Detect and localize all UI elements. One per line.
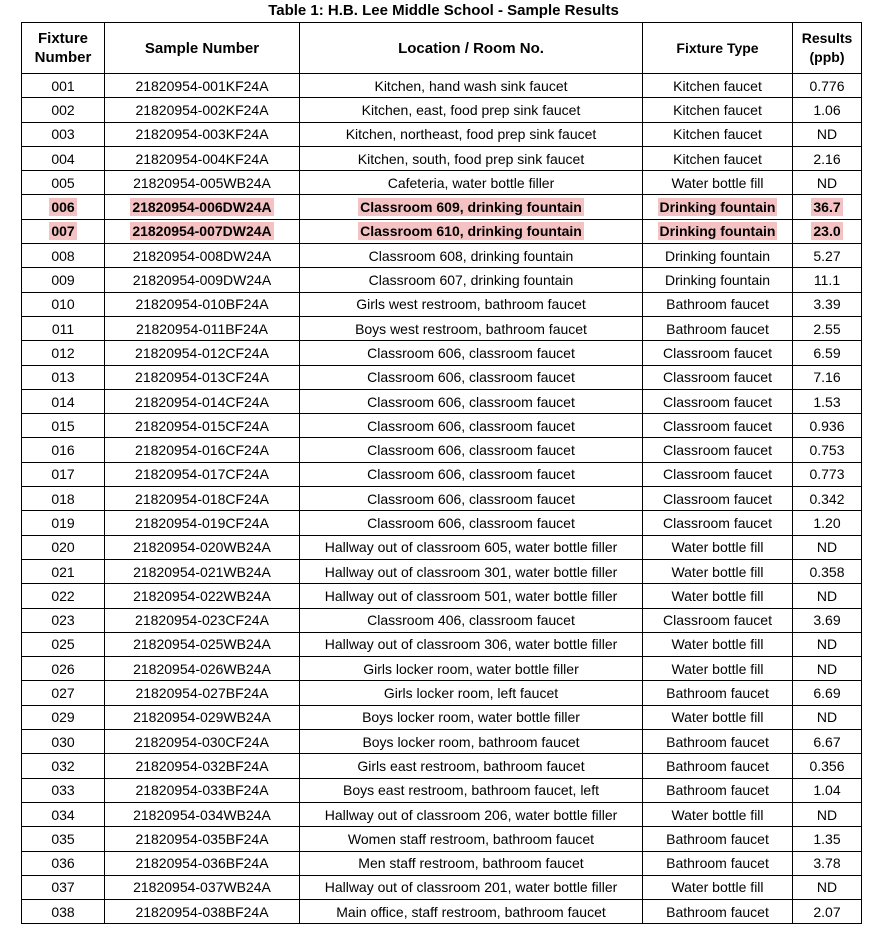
fixture-number-cell-text: 006 — [51, 199, 75, 216]
location-cell — [300, 219, 643, 243]
sample-number-cell: 21820954-034WB24A — [105, 802, 300, 826]
header-fixture-line1: Fixture — [37, 30, 88, 47]
location-cell: Classroom 606, classroom faucet — [300, 414, 643, 438]
location-cell: Kitchen, hand wash sink faucet — [300, 74, 643, 98]
fixture-number-cell: 030 — [22, 730, 105, 754]
header-sample-number: Sample Number — [105, 23, 300, 74]
result-cell — [793, 195, 862, 219]
results-table-body — [22, 74, 862, 924]
table-row — [22, 657, 862, 681]
location-cell: Women staff restroom, bathroom faucet — [300, 827, 643, 851]
sample-number-cell: 21820954-019CF24A — [105, 511, 300, 535]
location-cell: Main office, staff restroom, bathroom faucet — [300, 900, 643, 924]
table-row — [22, 778, 862, 802]
fixture-type-cell: Bathroom faucet — [643, 316, 793, 340]
fixture-number-cell: 020 — [22, 535, 105, 559]
result-cell — [793, 219, 862, 243]
table-row — [22, 705, 862, 729]
fixture-type-cell: Kitchen faucet — [643, 98, 793, 122]
table-row — [22, 341, 862, 365]
fixture-number-cell: 034 — [22, 802, 105, 826]
table-row — [22, 122, 862, 146]
fixture-number-cell: 036 — [22, 851, 105, 875]
sample-number-cell: 21820954-037WB24A — [105, 875, 300, 899]
header-location: Location / Room No. — [300, 23, 643, 74]
table-row — [22, 900, 862, 924]
location-cell: Girls locker room, left faucet — [300, 681, 643, 705]
location-cell: Hallway out of classroom 605, water bottle filler — [300, 535, 643, 559]
table-row — [22, 74, 862, 98]
fixture-type-cell: Water bottle fill — [643, 802, 793, 826]
table-row — [22, 365, 862, 389]
result-cell: 2.07 — [793, 900, 862, 924]
sample-number-cell: 21820954-014CF24A — [105, 389, 300, 413]
result-cell: ND — [793, 657, 862, 681]
sample-number-cell: 21820954-009DW24A — [105, 268, 300, 292]
sample-number-cell: 21820954-003KF24A — [105, 122, 300, 146]
fixture-type-cell: Water bottle fill — [643, 535, 793, 559]
fixture-type-cell: Classroom faucet — [643, 462, 793, 486]
header-fixture-number — [22, 23, 105, 74]
location-cell: Men staff restroom, bathroom faucet — [300, 851, 643, 875]
sample-number-cell: 21820954-035BF24A — [105, 827, 300, 851]
location-cell: Classroom 406, classroom faucet — [300, 608, 643, 632]
sample-number-cell: 21820954-018CF24A — [105, 487, 300, 511]
fixture-type-cell: Bathroom faucet — [643, 681, 793, 705]
fixture-type-cell: Bathroom faucet — [643, 292, 793, 316]
result-cell: 6.59 — [793, 341, 862, 365]
table-row — [22, 632, 862, 656]
table-row — [22, 171, 862, 195]
fixture-type-cell-text: Drinking fountain — [659, 199, 776, 216]
fixture-type-cell: Classroom faucet — [643, 608, 793, 632]
table-row — [22, 487, 862, 511]
location-cell: Classroom 608, drinking fountain — [300, 244, 643, 268]
header-row — [22, 23, 862, 74]
table-row — [22, 802, 862, 826]
fixture-number-cell: 008 — [22, 244, 105, 268]
table-row — [22, 559, 862, 583]
table-row — [22, 851, 862, 875]
sample-number-cell: 21820954-020WB24A — [105, 535, 300, 559]
fixture-number-cell: 005 — [22, 171, 105, 195]
location-cell: Hallway out of classroom 306, water bottle filler — [300, 632, 643, 656]
fixture-type-cell: Bathroom faucet — [643, 900, 793, 924]
results-table — [21, 22, 862, 924]
table-row — [22, 389, 862, 413]
table-row — [22, 754, 862, 778]
result-cell: ND — [793, 535, 862, 559]
result-cell: ND — [793, 705, 862, 729]
header-results-line1: Results — [801, 30, 853, 46]
result-cell: 1.20 — [793, 511, 862, 535]
table-row — [22, 681, 862, 705]
fixture-type-cell: Drinking fountain — [643, 268, 793, 292]
table-row — [22, 414, 862, 438]
header-fixture-type: Fixture Type — [643, 23, 793, 74]
result-cell: 0.753 — [793, 438, 862, 462]
fixture-type-cell: Classroom faucet — [643, 365, 793, 389]
fixture-type-cell: Water bottle fill — [643, 559, 793, 583]
fixture-number-cell: 023 — [22, 608, 105, 632]
result-cell: 3.69 — [793, 608, 862, 632]
location-cell: Classroom 606, classroom faucet — [300, 462, 643, 486]
result-cell: ND — [793, 171, 862, 195]
fixture-type-cell: Bathroom faucet — [643, 827, 793, 851]
location-cell: Classroom 606, classroom faucet — [300, 438, 643, 462]
table-row — [22, 219, 862, 243]
location-cell: Hallway out of classroom 201, water bottle filler — [300, 875, 643, 899]
table-row — [22, 875, 862, 899]
sample-number-cell: 21820954-012CF24A — [105, 341, 300, 365]
fixture-type-cell: Water bottle fill — [643, 632, 793, 656]
location-cell: Hallway out of classroom 206, water bottle filler — [300, 802, 643, 826]
table-row — [22, 98, 862, 122]
result-cell: ND — [793, 632, 862, 656]
fixture-type-cell: Kitchen faucet — [643, 74, 793, 98]
table-row — [22, 292, 862, 316]
fixture-type-cell: Classroom faucet — [643, 511, 793, 535]
result-cell-text: 36.7 — [813, 199, 841, 216]
location-cell: Girls west restroom, bathroom faucet — [300, 292, 643, 316]
sample-number-cell: 21820954-010BF24A — [105, 292, 300, 316]
result-cell: 1.53 — [793, 389, 862, 413]
sample-number-cell: 21820954-021WB24A — [105, 559, 300, 583]
location-cell: Kitchen, east, food prep sink faucet — [300, 98, 643, 122]
result-cell: 0.356 — [793, 754, 862, 778]
fixture-number-cell: 035 — [22, 827, 105, 851]
fixture-number-cell: 002 — [22, 98, 105, 122]
fixture-type-cell: Bathroom faucet — [643, 754, 793, 778]
location-cell: Kitchen, south, food prep sink faucet — [300, 146, 643, 170]
fixture-number-cell-text: 007 — [51, 223, 75, 240]
table-title: Table 1: H.B. Lee Middle School - Sample Results — [268, 2, 619, 19]
result-cell: ND — [793, 122, 862, 146]
fixture-number-cell: 003 — [22, 122, 105, 146]
fixture-number-cell: 009 — [22, 268, 105, 292]
fixture-type-cell: Kitchen faucet — [643, 122, 793, 146]
sample-number-cell-text: 21820954-006DW24A — [132, 199, 272, 216]
sample-number-cell: 21820954-026WB24A — [105, 657, 300, 681]
fixture-type-cell: Classroom faucet — [643, 438, 793, 462]
table-row — [22, 584, 862, 608]
table-row — [22, 462, 862, 486]
result-cell: 6.67 — [793, 730, 862, 754]
location-cell: Boys locker room, water bottle filler — [300, 705, 643, 729]
result-cell: 0.776 — [793, 74, 862, 98]
fixture-number-cell: 017 — [22, 462, 105, 486]
fixture-number-cell: 033 — [22, 778, 105, 802]
table-row — [22, 608, 862, 632]
result-cell: 0.358 — [793, 559, 862, 583]
sample-number-cell: 21820954-029WB24A — [105, 705, 300, 729]
fixture-type-cell: Bathroom faucet — [643, 851, 793, 875]
fixture-number-cell: 025 — [22, 632, 105, 656]
sample-number-cell: 21820954-016CF24A — [105, 438, 300, 462]
fixture-number-cell: 038 — [22, 900, 105, 924]
fixture-number-cell: 014 — [22, 389, 105, 413]
result-cell: 5.27 — [793, 244, 862, 268]
fixture-number-cell: 029 — [22, 705, 105, 729]
fixture-number-cell: 018 — [22, 487, 105, 511]
result-cell: 0.936 — [793, 414, 862, 438]
location-cell: Classroom 606, classroom faucet — [300, 341, 643, 365]
fixture-number-cell: 022 — [22, 584, 105, 608]
sample-number-cell: 21820954-032BF24A — [105, 754, 300, 778]
sample-number-cell: 21820954-027BF24A — [105, 681, 300, 705]
location-cell-text: Classroom 609, drinking fountain — [360, 199, 582, 216]
fixture-number-cell: 012 — [22, 341, 105, 365]
location-cell — [300, 195, 643, 219]
fixture-type-cell — [643, 219, 793, 243]
result-cell: 0.773 — [793, 462, 862, 486]
table-row — [22, 535, 862, 559]
fixture-type-cell: Water bottle fill — [643, 875, 793, 899]
fixture-type-cell: Water bottle fill — [643, 657, 793, 681]
location-cell: Boys east restroom, bathroom faucet, left — [300, 778, 643, 802]
sample-number-cell: 21820954-023CF24A — [105, 608, 300, 632]
table-row — [22, 511, 862, 535]
sample-number-cell: 21820954-022WB24A — [105, 584, 300, 608]
fixture-number-cell: 010 — [22, 292, 105, 316]
result-cell: 1.35 — [793, 827, 862, 851]
result-cell-text: 23.0 — [813, 223, 841, 240]
location-cell: Hallway out of classroom 501, water bottle filler — [300, 584, 643, 608]
location-cell: Hallway out of classroom 301, water bottle filler — [300, 559, 643, 583]
sample-number-cell: 21820954-004KF24A — [105, 146, 300, 170]
table-row — [22, 244, 862, 268]
table-row — [22, 730, 862, 754]
table-row — [22, 438, 862, 462]
sample-number-cell: 21820954-005WB24A — [105, 171, 300, 195]
fixture-number-cell: 011 — [22, 316, 105, 340]
table-row — [22, 316, 862, 340]
fixture-type-cell: Water bottle fill — [643, 584, 793, 608]
sample-number-cell: 21820954-008DW24A — [105, 244, 300, 268]
result-cell: ND — [793, 802, 862, 826]
location-cell: Classroom 606, classroom faucet — [300, 389, 643, 413]
location-cell: Cafeteria, water bottle filler — [300, 171, 643, 195]
result-cell: ND — [793, 875, 862, 899]
sample-number-cell — [105, 219, 300, 243]
result-cell: 7.16 — [793, 365, 862, 389]
result-cell: 1.04 — [793, 778, 862, 802]
fixture-number-cell: 016 — [22, 438, 105, 462]
sample-number-cell: 21820954-001KF24A — [105, 74, 300, 98]
sample-number-cell: 21820954-011BF24A — [105, 316, 300, 340]
fixture-number-cell — [22, 219, 105, 243]
fixture-number-cell: 013 — [22, 365, 105, 389]
fixture-type-cell: Classroom faucet — [643, 414, 793, 438]
sample-number-cell: 21820954-025WB24A — [105, 632, 300, 656]
sample-number-cell: 21820954-017CF24A — [105, 462, 300, 486]
result-cell: 2.16 — [793, 146, 862, 170]
fixture-type-cell: Kitchen faucet — [643, 146, 793, 170]
sample-number-cell: 21820954-030CF24A — [105, 730, 300, 754]
table-row — [22, 195, 862, 219]
result-cell: 1.06 — [793, 98, 862, 122]
location-cell: Classroom 607, drinking fountain — [300, 268, 643, 292]
header-results-line2: (ppb) — [809, 49, 845, 65]
result-cell: 2.55 — [793, 316, 862, 340]
fixture-type-cell: Bathroom faucet — [643, 778, 793, 802]
sample-number-cell: 21820954-002KF24A — [105, 98, 300, 122]
fixture-type-cell: Water bottle fill — [643, 705, 793, 729]
table-row — [22, 268, 862, 292]
fixture-number-cell: 019 — [22, 511, 105, 535]
sample-number-cell: 21820954-036BF24A — [105, 851, 300, 875]
fixture-number-cell: 001 — [22, 74, 105, 98]
table-row — [22, 146, 862, 170]
sample-number-cell: 21820954-033BF24A — [105, 778, 300, 802]
sample-number-cell: 21820954-013CF24A — [105, 365, 300, 389]
result-cell: 3.78 — [793, 851, 862, 875]
header-results — [793, 23, 862, 74]
location-cell: Girls locker room, water bottle filler — [300, 657, 643, 681]
fixture-type-cell: Classroom faucet — [643, 341, 793, 365]
table-row — [22, 827, 862, 851]
header-fixture-line2: Number — [34, 49, 92, 66]
sample-number-cell: 21820954-015CF24A — [105, 414, 300, 438]
result-cell: ND — [793, 584, 862, 608]
location-cell: Classroom 606, classroom faucet — [300, 511, 643, 535]
fixture-number-cell: 021 — [22, 559, 105, 583]
sample-number-cell — [105, 195, 300, 219]
location-cell: Girls east restroom, bathroom faucet — [300, 754, 643, 778]
sample-number-cell: 21820954-038BF24A — [105, 900, 300, 924]
fixture-number-cell — [22, 195, 105, 219]
fixture-type-cell: Water bottle fill — [643, 171, 793, 195]
location-cell: Boys west restroom, bathroom faucet — [300, 316, 643, 340]
fixture-number-cell: 015 — [22, 414, 105, 438]
location-cell: Kitchen, northeast, food prep sink faucet — [300, 122, 643, 146]
result-cell: 0.342 — [793, 487, 862, 511]
fixture-number-cell: 004 — [22, 146, 105, 170]
location-cell: Boys locker room, bathroom faucet — [300, 730, 643, 754]
fixture-number-cell: 032 — [22, 754, 105, 778]
result-cell: 6.69 — [793, 681, 862, 705]
fixture-type-cell: Drinking fountain — [643, 244, 793, 268]
fixture-number-cell: 037 — [22, 875, 105, 899]
fixture-number-cell: 026 — [22, 657, 105, 681]
location-cell-text: Classroom 610, drinking fountain — [360, 223, 582, 240]
fixture-type-cell: Classroom faucet — [643, 487, 793, 511]
fixture-type-cell — [643, 195, 793, 219]
location-cell: Classroom 606, classroom faucet — [300, 487, 643, 511]
fixture-type-cell: Classroom faucet — [643, 389, 793, 413]
fixture-number-cell: 027 — [22, 681, 105, 705]
sample-number-cell-text: 21820954-007DW24A — [132, 223, 272, 240]
fixture-type-cell-text: Drinking fountain — [659, 223, 776, 240]
fixture-type-cell: Bathroom faucet — [643, 730, 793, 754]
result-cell: 3.39 — [793, 292, 862, 316]
location-cell: Classroom 606, classroom faucet — [300, 365, 643, 389]
result-cell: 11.1 — [793, 268, 862, 292]
